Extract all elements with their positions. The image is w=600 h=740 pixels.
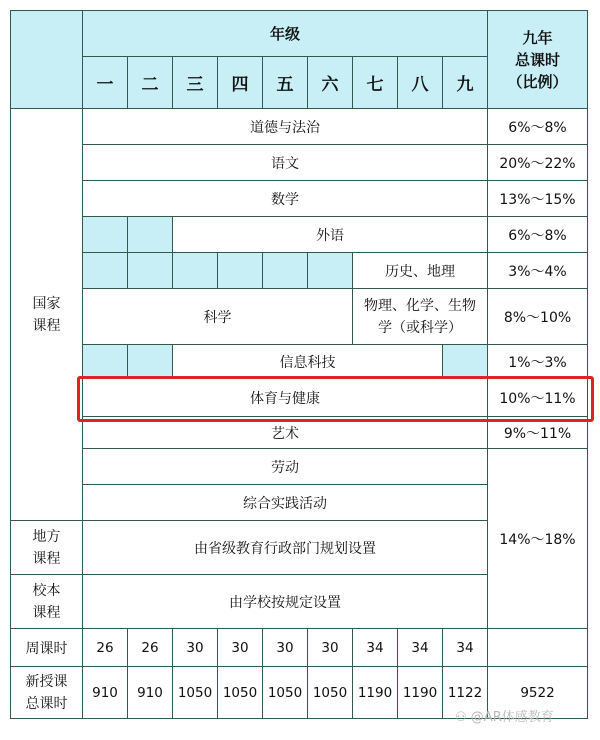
blank-cell — [128, 217, 173, 253]
weekly-blank — [488, 629, 588, 667]
subject-it: 信息科技 — [173, 345, 443, 379]
group-local-line2: 课程 — [32, 550, 61, 567]
highlight-frame — [77, 376, 594, 422]
watermark — [455, 706, 554, 725]
blank-cell — [443, 345, 488, 379]
ratio-physics: 8%～10% — [488, 289, 588, 345]
watermark-icon: ⚇ @ — [455, 710, 484, 725]
curriculum-table — [10, 10, 588, 719]
header-corner — [11, 11, 83, 109]
subject-practice: 综合实践活动 — [83, 485, 488, 521]
group-local-line1: 地方 — [32, 528, 61, 545]
weekly-hours: 34 — [353, 629, 398, 667]
subject-pe: 体育与健康 — [83, 379, 488, 417]
total-hours: 1050 — [308, 667, 353, 719]
ratio-combined: 14%～18% — [488, 449, 588, 629]
total-title-line2: 总课时 — [514, 50, 560, 69]
weekly-hours: 30 — [173, 629, 218, 667]
grade-9: 九 — [443, 57, 488, 109]
total-hours: 1050 — [263, 667, 308, 719]
group-local — [11, 521, 83, 575]
group-school-line2: 课程 — [32, 604, 61, 621]
subject-chinese: 语文 — [83, 145, 488, 181]
blank-cell — [308, 253, 353, 289]
ratio-art: 9%～11% — [488, 417, 588, 449]
watermark-text: AR体感教育 — [483, 710, 554, 725]
ratio-history-geo: 3%～4% — [488, 253, 588, 289]
group-national-line2: 课程 — [32, 317, 61, 334]
subject-math: 数学 — [83, 181, 488, 217]
blank-cell — [218, 253, 263, 289]
totals-label — [11, 667, 83, 719]
subject-history-geo: 历史、地理 — [353, 253, 488, 289]
grade-2: 二 — [128, 57, 173, 109]
subject-physics-line2: 学（或科学） — [378, 319, 462, 336]
total-hours: 1190 — [398, 667, 443, 719]
blank-cell — [83, 217, 128, 253]
weekly-hours: 30 — [218, 629, 263, 667]
grade-8: 八 — [398, 57, 443, 109]
ratio-math: 13%～15% — [488, 181, 588, 217]
ratio-pe: 10%～11% — [488, 379, 588, 417]
total-hours: 1050 — [173, 667, 218, 719]
group-national-line1: 国家 — [32, 295, 61, 312]
group-national — [11, 109, 83, 521]
ratio-foreign: 6%～8% — [488, 217, 588, 253]
weekly-hours: 26 — [128, 629, 173, 667]
grade-1: 一 — [83, 57, 128, 109]
ratio-it: 1%～3% — [488, 345, 588, 379]
group-school — [11, 575, 83, 629]
blank-cell — [173, 253, 218, 289]
subject-science: 科学 — [83, 289, 353, 345]
weekly-hours: 34 — [398, 629, 443, 667]
grade-7: 七 — [353, 57, 398, 109]
subject-physics-line1: 物理、化学、生物 — [364, 297, 476, 314]
total-hours: 910 — [128, 667, 173, 719]
weekly-hours: 26 — [83, 629, 128, 667]
subject-morality: 道德与法治 — [83, 109, 488, 145]
blank-cell — [128, 345, 173, 379]
total-title-line1: 九年 — [522, 28, 553, 47]
subject-labor: 劳动 — [83, 449, 488, 485]
total-hours: 1122 — [443, 667, 488, 719]
subject-physics — [353, 289, 488, 345]
total-title-line3: （比例） — [507, 72, 568, 91]
weekly-hours: 34 — [443, 629, 488, 667]
blank-cell — [83, 345, 128, 379]
group-school-line1: 校本 — [32, 582, 61, 599]
total-title — [488, 11, 588, 109]
totals-label-line2: 总课时 — [25, 695, 68, 712]
total-hours: 1050 — [218, 667, 263, 719]
grade-5: 五 — [263, 57, 308, 109]
weekly-hours: 30 — [308, 629, 353, 667]
grand-total: 9522 — [488, 667, 588, 719]
total-hours: 1190 — [353, 667, 398, 719]
blank-cell — [263, 253, 308, 289]
subject-art: 艺术 — [83, 417, 488, 449]
school-setting: 由学校按规定设置 — [83, 575, 488, 629]
subject-foreign: 外语 — [173, 217, 488, 253]
total-hours: 910 — [83, 667, 128, 719]
grade-3: 三 — [173, 57, 218, 109]
grade-4: 四 — [218, 57, 263, 109]
blank-cell — [128, 253, 173, 289]
ratio-chinese: 20%～22% — [488, 145, 588, 181]
ratio-morality: 6%～8% — [488, 109, 588, 145]
grade-6: 六 — [308, 57, 353, 109]
weekly-label: 周课时 — [11, 629, 83, 667]
local-setting: 由省级教育行政部门规划设置 — [83, 521, 488, 575]
grade-title: 年级 — [83, 11, 488, 57]
blank-cell — [83, 253, 128, 289]
weekly-hours: 30 — [263, 629, 308, 667]
totals-label-line1: 新授课 — [25, 673, 68, 690]
